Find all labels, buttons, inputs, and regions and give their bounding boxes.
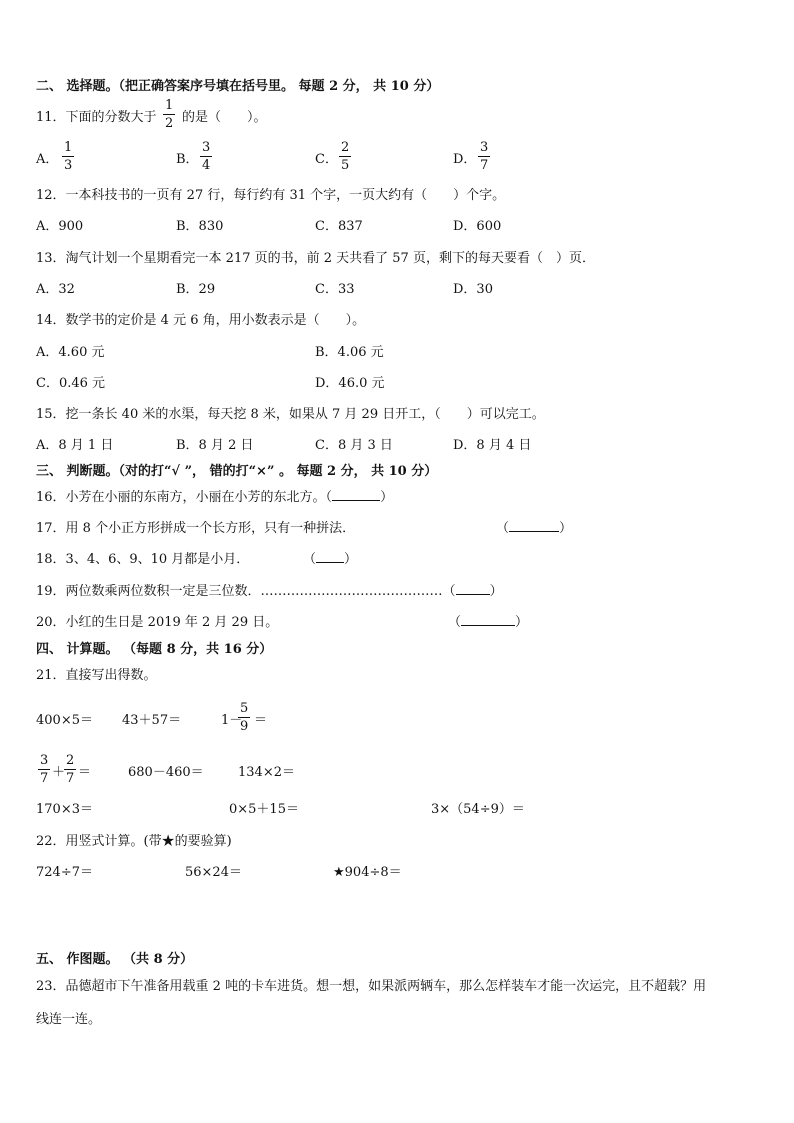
q15-text: 15．挖一条长 40 米的水渠，每天挖 8 米，如果从 7 月 29 日开工，（ ）可以完工。: [36, 407, 545, 422]
q13-option-d[interactable]: D．30: [453, 282, 493, 297]
section-4-heading: 四、 计算题。 （每题 8 分，共 16 分）: [36, 642, 273, 657]
q15-option-b[interactable]: B．8 月 2 日: [176, 438, 254, 453]
q14-option-a[interactable]: A．4.60 元: [36, 345, 105, 360]
q13-option-a[interactable]: A．32: [36, 282, 75, 297]
q17-paren-close: ）: [559, 521, 573, 536]
q12-option-c[interactable]: C．837: [315, 219, 363, 234]
q17-text: 17．用 8 个小正方形拼成一个长方形，只有一种拼法．: [36, 521, 356, 536]
q19-paren-open: （: [442, 584, 456, 599]
q14-option-b[interactable]: B．4.06 元: [315, 345, 384, 360]
q11-option-d[interactable]: 3 7: [480, 140, 489, 173]
q13-option-c[interactable]: C．33: [315, 282, 355, 297]
q20-answer-blank[interactable]: [461, 625, 515, 626]
q20-paren-close: ）: [515, 615, 529, 630]
q21-expr-5: 680－460＝: [128, 765, 204, 780]
section-2-heading: 二、 选择题。（把正确答案序号填在括号里。 每题 2 分， 共 10 分）: [36, 79, 440, 94]
q20-text: 20．小红的生日是 2019 年 2 月 29 日。: [36, 615, 279, 630]
section-3-heading: 三、 判断题。（对的打“√ ”， 错的打“×” 。 每题 2 分， 共 10 分）: [36, 464, 438, 479]
q11-option-b[interactable]: 3 4: [202, 140, 211, 173]
q17-answer-blank[interactable]: [509, 531, 559, 532]
q17-paren-open: （: [496, 521, 510, 536]
q15-option-d[interactable]: D．8 月 4 日: [453, 438, 532, 453]
q21-expr-1: 400×5＝: [36, 713, 93, 728]
q15-option-a[interactable]: A．8 月 1 日: [36, 438, 114, 453]
q21-expr-7: 170×3＝: [36, 802, 93, 817]
q13-option-b[interactable]: B．29: [176, 282, 216, 297]
q11-prefix: 11．下面的分数大于: [36, 110, 157, 125]
q12-option-a[interactable]: A．900: [36, 219, 84, 234]
q16-text: 16．小芳在小丽的东南方，小丽在小芳的东北方。: [36, 490, 326, 505]
q22-expr-2: 56×24＝: [185, 865, 242, 880]
q11-option-d-label: D．: [453, 152, 477, 167]
q21-expr-4-fraction-1: 3 7: [40, 753, 49, 786]
q21-expr-3-fraction: 5 9: [240, 701, 249, 734]
q21-expr-3-whole: 1－: [221, 713, 243, 728]
q21-expr-4-fraction-2: 2 7: [66, 753, 75, 786]
q20-paren-open: （: [448, 615, 462, 630]
q12-option-b[interactable]: B．830: [176, 219, 224, 234]
q23-line-2: 线连一连。: [36, 1012, 102, 1027]
q19-answer-blank[interactable]: [456, 594, 490, 595]
q11-suffix: 的是（ ）。: [182, 110, 267, 125]
q22-expr-3: ★904÷8＝: [333, 865, 402, 880]
section-5-heading: 五、 作图题。 （共 8 分）: [36, 952, 194, 967]
q11-option-c-label: C．: [315, 152, 338, 167]
q14-text: 14．数学书的定价是 4 元 6 角，用小数表示是（ ）。: [36, 313, 366, 328]
q18-answer: [303, 553, 357, 566]
q13-text: 13．淘气计划一个星期看完一本 217 页的书，前 2 天共看了 57 页，剩下的每天要看（ ）页．: [36, 251, 595, 266]
q19-text: 19．两位数乘两位数积一定是三位数．……………………………………: [36, 584, 443, 599]
q21-expr-2: 43＋57＝: [122, 713, 182, 728]
q20-answer: [448, 616, 528, 629]
q21-expr-4-plus: ＋: [52, 765, 66, 780]
question-16: [36, 491, 393, 504]
q21-expr-8: 0×5＋15＝: [229, 802, 299, 817]
q21-expr-6: 134×2＝: [238, 765, 295, 780]
q11-option-a-label: A．: [36, 152, 59, 167]
q11-fraction: 1 2: [165, 98, 174, 131]
q12-option-d[interactable]: D．600: [453, 219, 502, 234]
q18-paren-close: ）: [344, 552, 358, 567]
q15-option-c[interactable]: C．8 月 3 日: [315, 438, 393, 453]
q16-answer-blank[interactable]: [332, 500, 380, 501]
q22-expr-1: 724÷7＝: [36, 865, 93, 880]
q16-paren-open: （: [325, 490, 333, 505]
q21-title: 21．直接写出得数。: [36, 668, 157, 683]
q16-paren-close: ）: [380, 490, 394, 505]
q12-text: 12．一本科技书的一页有 27 行，每行约有 31 个字，一页大约有（ ）个字。: [36, 188, 506, 203]
q14-option-d[interactable]: D．46.0 元: [315, 376, 385, 391]
q18-text: 18．3、4、6、9、10 月都是小月．: [36, 552, 250, 567]
q11-option-c[interactable]: 2 5: [341, 140, 350, 173]
q21-expr-9: 3×（54÷9）＝: [431, 802, 525, 817]
q21-expr-3-eq: ＝: [254, 713, 268, 728]
q18-answer-blank[interactable]: [316, 562, 344, 563]
q23-line-1: 23．品德超市下午准备用载重 2 吨的卡车进货。想一想，如果派两辆车，那么怎样装车才能一次运完，且不超载？用: [36, 979, 707, 994]
q21-expr-4-eq: ＝: [78, 765, 92, 780]
q11-option-a[interactable]: 1 3: [64, 140, 73, 173]
q11-option-b-label: B．: [176, 152, 199, 167]
q18-paren-open: （: [303, 552, 317, 567]
q17-answer: [496, 522, 572, 535]
q19-paren-close: ）: [489, 584, 503, 599]
q14-option-c[interactable]: C．0.46 元: [36, 376, 106, 391]
question-19: [36, 585, 503, 598]
q22-title: 22．用竖式计算。(带★的要验算): [36, 834, 232, 849]
